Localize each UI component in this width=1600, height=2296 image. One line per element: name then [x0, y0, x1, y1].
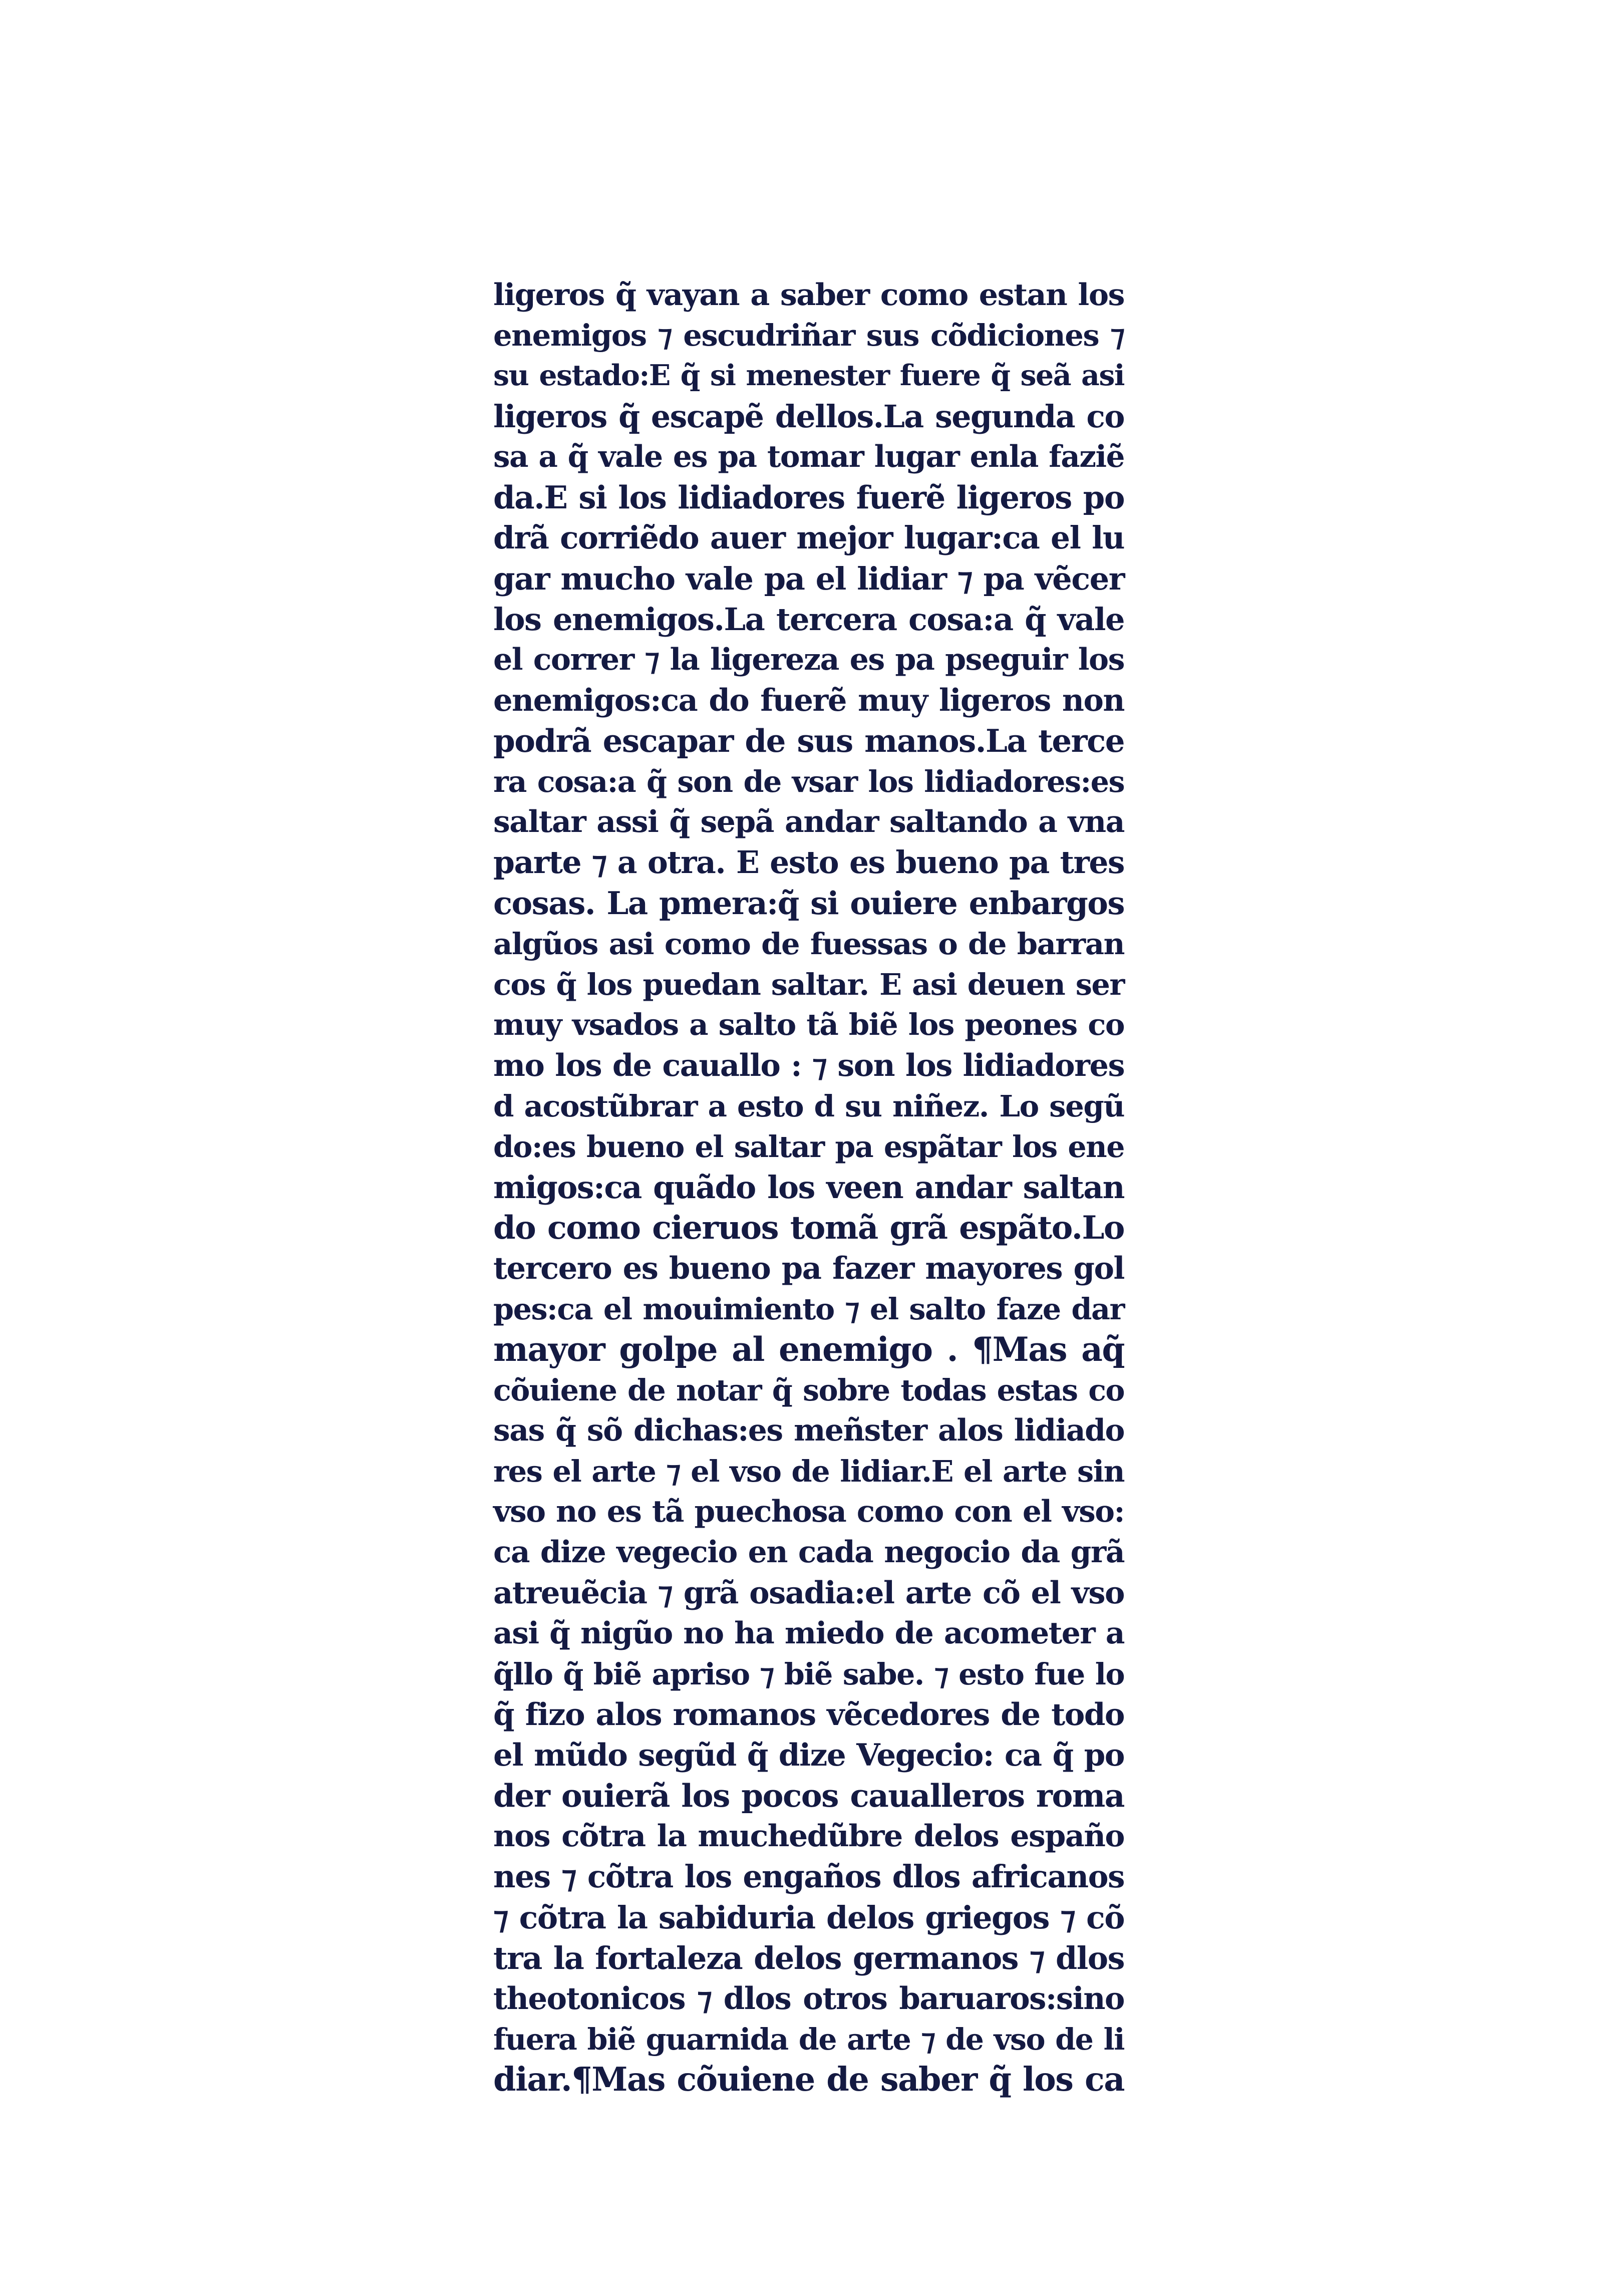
text-line: cosas. La pmera:q̃ si ouiere enbargos	[493, 885, 1124, 922]
text-line: asi q̃ nigũo no ha miedo de acometer a	[493, 1616, 1124, 1651]
text-line: atreuẽcia ⁊ grã osadia:el arte cõ el vso	[493, 1575, 1124, 1611]
text-line: vso no es tã puechosa como con el vso:	[493, 1494, 1124, 1529]
text-line: q̃llo q̃ biẽ apriso ⁊ biẽ sabe. ⁊ esto fue lo	[493, 1657, 1124, 1691]
text-line: mo los de cauallo : ⁊ son los lidiadores	[493, 1048, 1124, 1083]
text-line: ligeros q̃ vayan a saber como estan los	[493, 277, 1124, 313]
text-line: muy vsados a salto tã biẽ los peones co	[493, 1007, 1124, 1042]
text-line: enemigos ⁊ escudriñar sus cõdiciones ⁊	[493, 318, 1124, 353]
text-line: gar mucho vale pa el lidiar ⁊ pa vẽcer	[493, 560, 1124, 597]
text-line: res el arte ⁊ el vso de lidiar.E el arte sin	[493, 1454, 1124, 1489]
text-line: algũos asi como de fuessas o de barran	[493, 926, 1124, 961]
text-line: da.E si los lidiadores fuerẽ ligeros po	[493, 479, 1124, 516]
text-line: cos q̃ los puedan saltar. E asi deuen ser	[493, 967, 1124, 1002]
text-line: nos cõtra la muchedũbre delos españo	[493, 1819, 1124, 1854]
text-line: cõuiene de notar q̃ sobre todas estas co	[493, 1373, 1124, 1407]
text-line: der ouierã los pocos caualleros roma	[493, 1777, 1124, 1814]
text-line: do:es bueno el saltar pa espãtar los ene	[493, 1129, 1124, 1164]
text-line: fuera biẽ guarnida de arte ⁊ de vso de li	[493, 2022, 1124, 2057]
text-line: drã corriẽdo auer mejor lugar:ca el lu	[493, 520, 1124, 556]
text-line: ca dize vegecio en cada negocio da grã	[493, 1535, 1124, 1570]
text-line: do como cieruos tomã grã espãto.Lo	[493, 1209, 1124, 1247]
text-line: sa a q̃ vale es pa tomar lugar enla faziẽ	[493, 439, 1124, 474]
text-line: podrã escapar de sus manos.La terce	[493, 722, 1124, 759]
text-line: sas q̃ sõ dichas:es meñster alos lidiado	[493, 1413, 1124, 1448]
text-line: theotonicos ⁊ dlos otros baruaros:sino	[493, 1981, 1124, 2017]
text-line: tercero es bueno pa fazer mayores gol	[493, 1251, 1124, 1286]
text-line: el correr ⁊ la ligereza es pa pseguir los	[493, 642, 1124, 677]
text-line: tra la fortaleza delos germanos ⁊ dlos	[493, 1940, 1124, 1976]
text-line: el mũdo segũd q̃ dize Vegecio: ca q̃ po	[493, 1738, 1124, 1773]
text-line: mayor golpe al enemigo . ¶Mas aq̃	[493, 1330, 1124, 1369]
text-line: diar.¶Mas cõuiene de saber q̃ los ca	[493, 2061, 1124, 2099]
text-line: su estado:E q̃ si menester fuere q̃ seã asi	[493, 359, 1124, 392]
text-line: enemigos:ca do fuerẽ muy ligeros non	[493, 683, 1124, 718]
text-line: ⁊ cõtra la sabiduria delos griegos ⁊ cõ	[493, 1899, 1124, 1936]
text-line: d acostũbrar a esto d su niñez. Lo segũ	[493, 1088, 1124, 1123]
text-line: nes ⁊ cõtra los engaños dlos africanos	[493, 1859, 1124, 1895]
text-line: ra cosa:a q̃ son de vsar los lidiadores:es	[493, 764, 1124, 799]
text-line: q̃ fizo alos romanos vẽcedores de todo	[493, 1697, 1124, 1733]
text-line: parte ⁊ a otra. E esto es bueno pa tres	[493, 844, 1124, 881]
text-line: saltar assi q̃ sepã andar saltando a vna	[493, 804, 1124, 839]
text-line: migos:ca quãdo los veen andar saltan	[493, 1169, 1124, 1206]
text-line: los enemigos.La tercera cosa:a q̃ vale	[493, 601, 1124, 638]
text-line: pes:ca el mouimiento ⁊ el salto faze dar	[493, 1292, 1124, 1326]
text-line: ligeros q̃ escapẽ dellos.La segunda co	[493, 398, 1124, 435]
text-column	[493, 274, 1124, 2099]
